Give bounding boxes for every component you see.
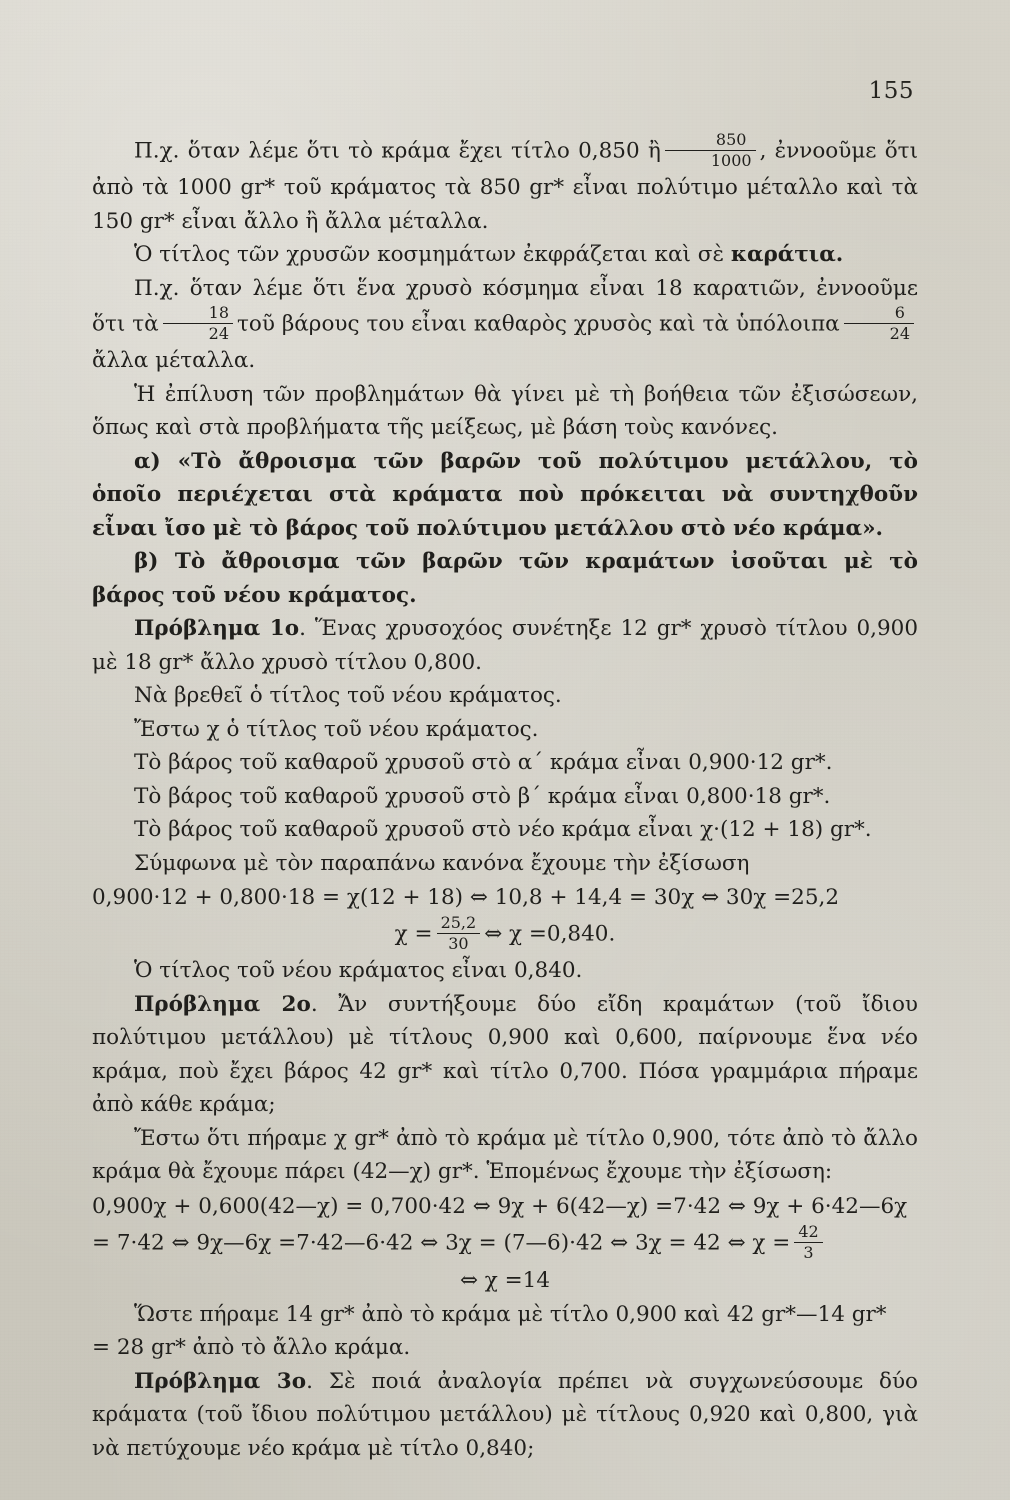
fraction-numerator: 42 xyxy=(794,1223,822,1243)
paragraph-karatia xyxy=(92,238,918,272)
fraction-numerator: 850 xyxy=(665,131,756,151)
problem-1-equation-1: 0,900·12 + 0,800·18 = χ(12 + 18) ⇔ 10,8 + 14,4 = 30χ ⇔ 30χ =25,2 xyxy=(92,885,840,910)
fraction-numerator: 25,2 xyxy=(437,914,481,934)
problem-2-label: Πρόβλημα 2ο xyxy=(134,991,311,1017)
problem-2-text: . Ἄν συντήξουμε δύο εἴδη κραμάτων (τοῦ ἴδιου πολύτιμου μετάλλου) μὲ τίτλους 0,900 καὶ 0,600, παίρνουμε ἕνα νέο κράμα, ποὺ ἔχει βάρος 42 gr* καὶ τίτλο 0,700. Πόσα γραμμάρια πήραμε ἀπὸ κάθε κράμα; xyxy=(92,991,918,1117)
problem-2-line-4: = 28 gr* ἀπὸ τὸ ἄλλο κράμα. xyxy=(92,1335,411,1360)
problem-1-line-5: Τὸ βάρος τοῦ καθαροῦ χρυσοῦ στὸ β΄ κράμα εἶναι 0,800·18 gr*. xyxy=(134,783,831,809)
problem-2-equation-3: ⇔ χ =14 xyxy=(459,1267,551,1293)
problem-3 xyxy=(92,1365,918,1466)
problem-2-equation-2 xyxy=(92,1221,918,1263)
paragraph-title-definition xyxy=(92,132,918,238)
p2-part-a: Ὁ τίτλος τῶν χρυσῶν κοσμημάτων ἐκφράζεται καὶ σὲ xyxy=(134,242,731,267)
problem-2-line-2: Ἔστω ὅτι πήραμε χ gr* ἀπὸ τὸ κράμα μὲ τίτλο 0,900, τότε ἀπὸ τὸ ἄλλο κράμα θὰ ἔχουμε πάρει (42—χ) gr*. Ἑπομένως ἔχουμε τὴν ἐξίσωση: xyxy=(92,1125,918,1184)
page-number: 155 xyxy=(868,78,914,104)
problem-3-text: . Σὲ ποιά ἀναλογία πρέπει νὰ συγχωνεύσουμε δύο κράματα (τοῦ ἴδιου πολύτιμου μετάλλου) μὲ τίτλους 0,920 καὶ 0,800, γιὰ νὰ πετύχουμε νέο κράμα μὲ τίτλο 0,840; xyxy=(92,1368,918,1461)
problem-1 xyxy=(92,612,918,679)
fraction-25-2-30 xyxy=(437,914,481,953)
p3-part-b: τοῦ βάρους του εἶναι καθαρὸς χρυσὸς καὶ τὰ ὑπόλοιπα xyxy=(237,311,840,337)
text-body xyxy=(92,132,918,1465)
p3-part-a: Π.χ. ὅταν λέμε ὅτι ἕνα χρυσὸ κόσμημα εἶναι 18 καρατιῶν, ἐννοοῦμε ὅτι τὰ xyxy=(92,275,918,337)
problem-1-line-3: Ἔστω χ ὁ τίτλος τοῦ νέου κράματος. xyxy=(134,716,539,742)
fraction-denominator: 24 xyxy=(889,324,911,343)
problem-1-line-6: Τὸ βάρος τοῦ καθαροῦ χρυσοῦ στὸ νέο κράμα εἶναι χ·(12 + 18) gr*. xyxy=(134,817,872,842)
fraction-numerator: 6 xyxy=(844,304,914,324)
fraction-denominator: 3 xyxy=(803,1242,814,1262)
fraction-6-24 xyxy=(844,304,914,343)
p1-part-c: ὅτι ἀπὸ τὰ 1000 gr* τοῦ κράματος τὰ 850 gr* εἶναι πολύτιμο μέταλλο καὶ τὰ 150 gr* εἶναι ἄλλο ἢ ἄλλα μέταλλα. xyxy=(92,138,919,234)
problem-1-label: Πρόβλημα 1ο xyxy=(134,616,300,641)
problem-1-text: . Ἕνας χρυσοχόος συνέτηξε 12 gr* χρυσὸ τίτλου 0,900 μὲ 18 gr* ἄλλο χρυσὸ τίτλου 0,800. xyxy=(92,616,919,675)
problem-2-line-3: Ὥστε πήραμε 14 gr* ἀπὸ τὸ κράμα μὲ τίτλο 0,900 καὶ 42 gr*—14 gr* xyxy=(134,1301,887,1327)
problem-1-line-7: Σύμφωνα μὲ τὸν παραπάνω κανόνα ἔχουμε τὴν ἐξίσωση xyxy=(134,850,750,876)
fraction-42-3 xyxy=(794,1223,822,1262)
problem-2 xyxy=(92,988,918,1122)
problem-1-line-4: Τὸ βάρος τοῦ καθαροῦ χρυσοῦ στὸ α΄ κράμα εἶναι 0,900·12 gr*. xyxy=(134,750,833,775)
eq2-part-a: χ = xyxy=(394,921,433,947)
problem-1-steps xyxy=(92,679,918,880)
fraction-850-1000 xyxy=(665,131,756,170)
p1-part-b: , ἐννοοῦμε xyxy=(759,138,877,164)
eq2-part-b: ⇔ χ =0,840. xyxy=(484,921,616,947)
problem-1-line-2: Νὰ βρεθεῖ ὁ τίτλος τοῦ νέου κράματος. xyxy=(134,683,562,708)
problem-1-answer: Ὁ τίτλος τοῦ νέου κράματος εἶναι 0,840. xyxy=(134,958,583,983)
p2-eq2-part-a: = 7·42 ⇔ 9χ—6χ =7·42—6·42 ⇔ 3χ = (7—6)·42 ⇔ 3χ = 42 ⇔ χ = xyxy=(92,1230,791,1255)
problem-3-label: Πρόβλημα 3ο xyxy=(134,1368,307,1394)
paragraph-solution-method: Ἡ ἐπίλυση τῶν προβλημάτων θὰ γίνει μὲ τὴ βοήθεια τῶν ἐξισώσεων, ὅπως καὶ στὰ προβλήματα τῆς μείξεως, μὲ βάση τοὺς κανόνες. xyxy=(92,381,918,440)
problem-2-equation-1: 0,900χ + 0,600(42—χ) = 0,700·42 ⇔ 9χ + 6(42—χ) =7·42 ⇔ 9χ + 6·42—6χ xyxy=(92,1193,908,1219)
fraction-numerator: 18 xyxy=(163,304,233,324)
p3-part-c: ἄλλα μέταλλα. xyxy=(92,348,256,373)
fraction-denominator: 1000 xyxy=(710,151,752,170)
fraction-denominator: 24 xyxy=(208,324,229,343)
rule-b: β) Τὸ ἄθροισμα τῶν βαρῶν τῶν κραμάτων ἰσοῦται μὲ τὸ βάρος τοῦ νέου κράματος. xyxy=(92,549,918,608)
fraction-18-24 xyxy=(163,304,233,343)
fraction-denominator: 30 xyxy=(448,934,469,953)
paragraph-18-karat xyxy=(92,272,918,378)
p2-bold-karatia: καράτια. xyxy=(730,242,844,267)
rule-a: α) «Τὸ ἄθροισμα τῶν βαρῶν τοῦ πολύτιμου μετάλλου, τὸ ὁποῖο περιέχεται στὰ κράματα ποὺ πρόκειται νὰ συντηχθοῦν εἶναι ἴσο μὲ τὸ βάρος τοῦ πολύτιμου μετάλλου στὸ νέο κράμα». xyxy=(92,448,918,541)
p1-part-a: Π.χ. ὅταν λέμε ὅτι τὸ κράμα ἔχει τίτλο 0,850 ἢ xyxy=(134,138,661,164)
page-content xyxy=(92,78,918,1465)
problem-1-equation-2 xyxy=(92,915,918,954)
